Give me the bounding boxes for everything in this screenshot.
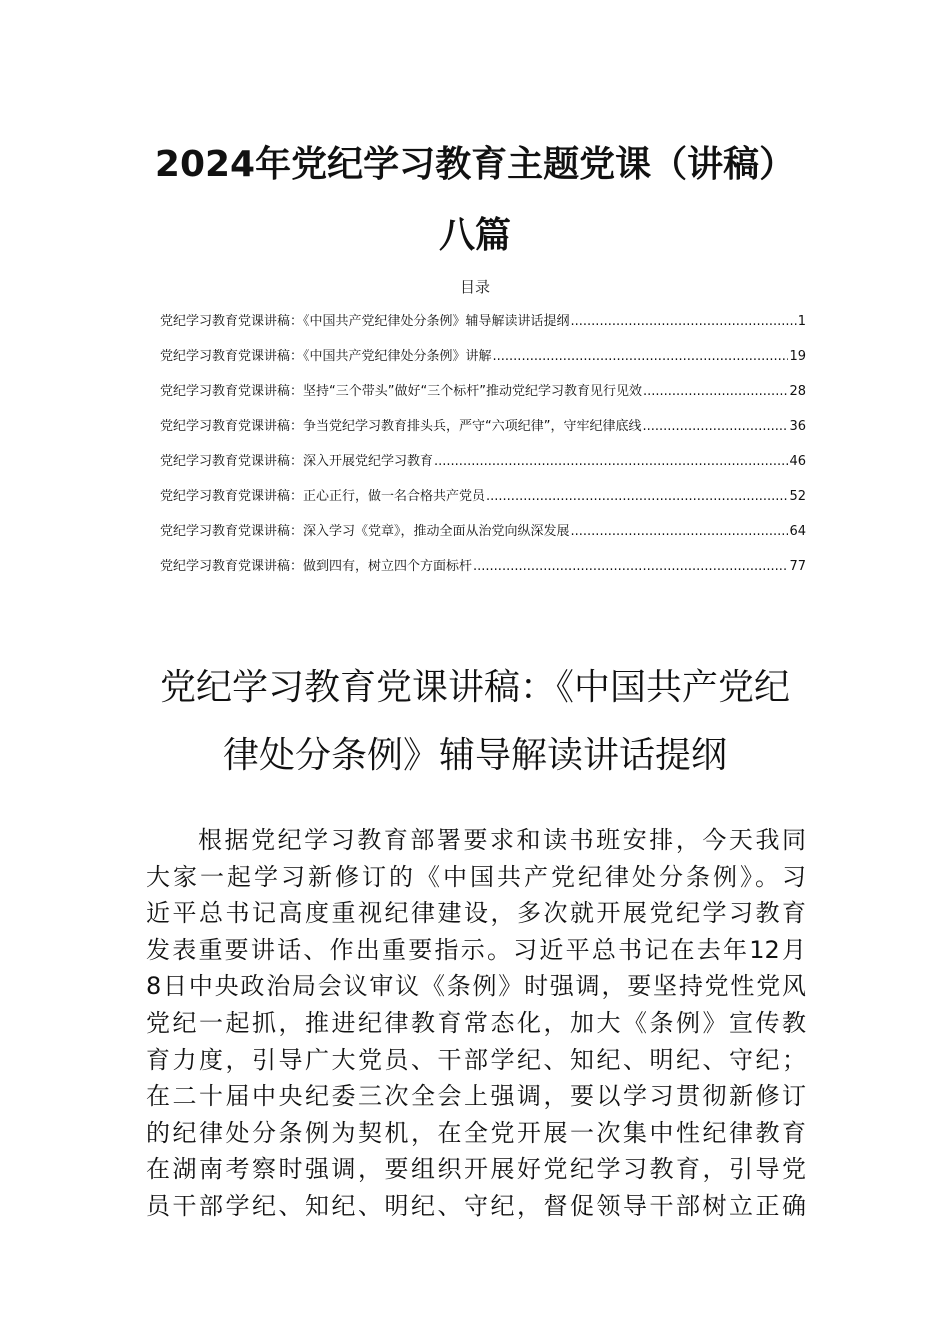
toc-leader-dots (643, 382, 789, 402)
toc-entry-page: 1 (797, 314, 806, 329)
toc-entry-page: 36 (789, 419, 806, 434)
toc-leader-dots (473, 557, 788, 577)
body-line: 根据党纪学习教育部署要求和读书班安排，今天我同 (198, 826, 806, 854)
section-title-line-1: 党纪学习教育党课讲稿：《中国共产党纪 (159, 667, 790, 708)
toc-entry[interactable] (160, 417, 806, 452)
body-line: 在二十届中央纪委三次全会上强调，要以学习贯彻新修订 (146, 1082, 806, 1111)
toc-entry[interactable] (160, 487, 806, 522)
body-line: 大家一起学习新修订的《中国共产党纪律处分条例》。习 (146, 862, 806, 891)
section-title-line-2: 律处分条例》辅导解读讲话提纲 (222, 735, 727, 776)
toc-entry-label: 党纪学习教育党课讲稿：深入学习《党章》，推动全面从治党向纵深发展 (160, 524, 570, 539)
toc-leader-dots (642, 417, 788, 437)
body-line: 发表重要讲话、作出重要指示。习近平总书记在去年12月 (146, 935, 806, 964)
toc-entry-page: 52 (789, 489, 806, 504)
toc-entry-page: 46 (789, 454, 806, 469)
toc-entry-label: 党纪学习教育党课讲稿：《中国共产党纪律处分条例》讲解 (160, 349, 492, 364)
toc-entry-label: 党纪学习教育党课讲稿：《中国共产党纪律处分条例》辅导解读讲话提纲 (160, 314, 570, 329)
body-line: 育力度，引导广大党员、干部学纪、知纪、明纪、守纪； (146, 1045, 806, 1074)
body-line: 近平总书记高度重视纪律建设，多次就开展党纪学习教育 (146, 899, 806, 928)
body-line: 在湖南考察时强调，要组织开展好党纪学习教育，引导党 (146, 1155, 806, 1184)
toc-leader-dots (493, 347, 789, 367)
body-line: 的纪律处分条例为契机，在全党开展一次集中性纪律教育 (146, 1118, 806, 1147)
table-of-contents (160, 312, 806, 592)
toc-entry-page: 64 (789, 524, 806, 539)
toc-heading: 目录 (459, 278, 490, 296)
toc-entry-label: 党纪学习教育党课讲稿：做到四有，树立四个方面标杆 (160, 559, 473, 574)
body-line: 党纪一起抓，推进纪律教育常态化，加大《条例》宣传教 (146, 1008, 806, 1037)
toc-entry[interactable] (160, 522, 806, 557)
toc-entry-page: 28 (789, 384, 806, 399)
toc-entry-label: 党纪学习教育党课讲稿：正心正行，做一名合格共产党员 (160, 489, 486, 504)
body-line: 8日中央政治局会议审议《条例》时强调，要坚持党性党风 (146, 972, 806, 1001)
toc-entry[interactable] (160, 347, 806, 382)
toc-entry[interactable] (160, 557, 806, 592)
toc-leader-dots (434, 452, 788, 472)
body-line: 员干部学纪、知纪、明纪、守纪，督促领导干部树立正确 (146, 1191, 806, 1220)
toc-entry-label: 党纪学习教育党课讲稿：坚持“三个带头”做好“三个标杆”推动党纪学习教育见行见效 (160, 384, 642, 399)
toc-leader-dots (571, 522, 789, 542)
toc-entry[interactable] (160, 452, 806, 487)
section-body-paragraph (146, 822, 806, 1225)
document-title-line-1: 2024年党纪学习教育主题党课（讲稿） (154, 144, 796, 185)
toc-entry-page: 77 (789, 559, 806, 574)
toc-entry-page: 19 (789, 349, 806, 364)
toc-entry[interactable] (160, 382, 806, 417)
toc-entry-label: 党纪学习教育党课讲稿：深入开展党纪学习教育 (160, 454, 434, 469)
toc-leader-dots (571, 312, 797, 332)
toc-leader-dots (486, 487, 788, 507)
document-title-line-2: 八篇 (438, 215, 511, 256)
toc-entry-label: 党纪学习教育党课讲稿：争当党纪学习教育排头兵，严守“六项纪律”，守牢纪律底线 (160, 419, 642, 434)
toc-entry[interactable] (160, 312, 806, 347)
